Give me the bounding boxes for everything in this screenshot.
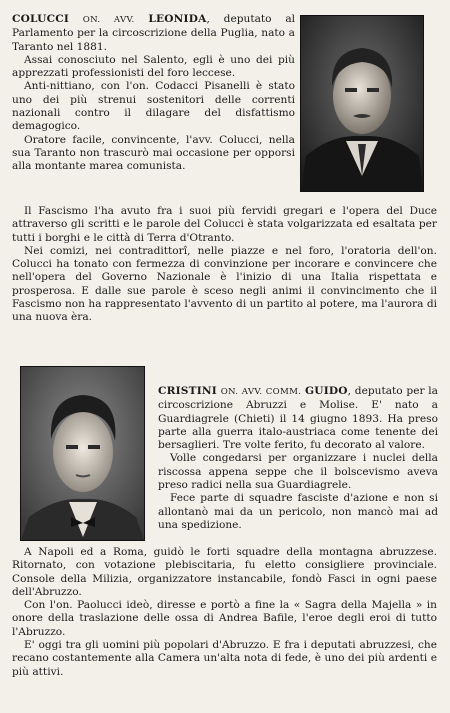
cristini-paragraph: Volle congedarsi per organizzare i nuclei della riscossa appena seppe che il bolscevismo aveva preso radici nella sua Guardiagrele. (158, 452, 438, 492)
cristini-paragraph: A Napoli ed a Roma, guidò le forti squadre della montagna abruzzese. Ritornato, con votazione plebiscitaria, fu eletto consigliere provinciale. Console della Milizia, organizzatore instancabile, fondò Fasci in ogni paese dell'Abruzzo. (12, 546, 437, 598)
cristini-surname: CRISTINI (158, 385, 217, 397)
cristini-bio-top (158, 385, 438, 532)
colucci-paragraph: Il Fascismo l'ha avuto fra i suoi più fervidi gregari e l'opera del Duce attraverso gli scritti e le parole del Colucci è stata volgarizzata ed esaltata per tutti i borghi e le città di Terra d'Otranto. (12, 205, 437, 244)
cristini-paragraph: E' oggi tra gli uomini più popolari d'Abruzzo. E fra i deputati abruzzesi, che recano costantemente alla Camera un'alta nota di fede, è uno dei più ardenti e più attivi. (12, 639, 437, 678)
colucci-paragraph: Oratore facile, convincente, l'avv. Colucci, nella sua Taranto non trascurò mai occasione per opporsi alla montante marea comunista. (12, 133, 295, 173)
colucci-surname: COLUCCI (12, 13, 69, 25)
cristini-portrait-image (21, 367, 144, 540)
colucci-name: LEONIDA (148, 13, 207, 25)
cristini-titles: ON. AVV. COMM. (220, 387, 302, 397)
colucci-portrait-image (301, 16, 423, 191)
colucci-paragraph: Nei comizi, nei contradittorî, nelle piazze e nel foro, l'oratoria dell'on. Colucci ha tonato con fermezza di convinzione per incorare e convincere che nell'opera del Governo Nazionale è l'inizio di una Italia rispettata e prosperosa. E dalle sue parole è sceso negli animi il convincimento che il Fascismo non ha rappresentato l'avvento di un partito al potere, ma l'aurora di una nuova èra. (12, 244, 437, 324)
cristini-bio-bottom (12, 546, 437, 679)
cristini-name: GUIDO (305, 385, 348, 397)
colucci-intro (12, 13, 295, 54)
cristini-intro (158, 385, 438, 452)
cristini-portrait-photo (20, 366, 145, 541)
colucci-portrait-photo (300, 15, 424, 192)
cristini-paragraph: Fece parte di squadre fasciste d'azione e non si allontanò mai da un pericolo, non mancò mai ad una spedizione. (158, 492, 438, 531)
colucci-bio-bottom (12, 205, 437, 325)
colucci-intro-text: , deputato al Parlamento per la circoscrizione della Puglia, nato a Taranto nel 1881. (12, 13, 296, 53)
colucci-titles: ON. AVV. (82, 15, 135, 25)
colucci-paragraph: Assai conosciuto nel Salento, egli è uno dei più apprezzati professionisti del foro leccese. (12, 53, 295, 80)
colucci-paragraph: Anti-nittiano, con l'on. Codacci Pisanelli è stato uno dei più strenui sostenitori delle correnti nazionali contro il dilagare del disfattismo demagogico. (12, 80, 295, 133)
colucci-bio-top (12, 13, 295, 174)
cristini-intro-text: , deputato per la circoscrizione Abruzzi e Molise. E' nato a Guardiagrele (Chieti) il 14 giugno 1893. Ha preso parte alla guerra italo-austriaca come tenente dei bersaglieri. Tre volte ferito, fu decorato al valore. (158, 385, 438, 452)
cristini-paragraph: Con l'on. Paolucci ideò, diresse e portò a fine la « Sagra della Majella » in onore della traslazione delle ossa di Andrea Bafile, l'eroe degli eroi di tutto l'Abruzzo. (12, 599, 437, 638)
